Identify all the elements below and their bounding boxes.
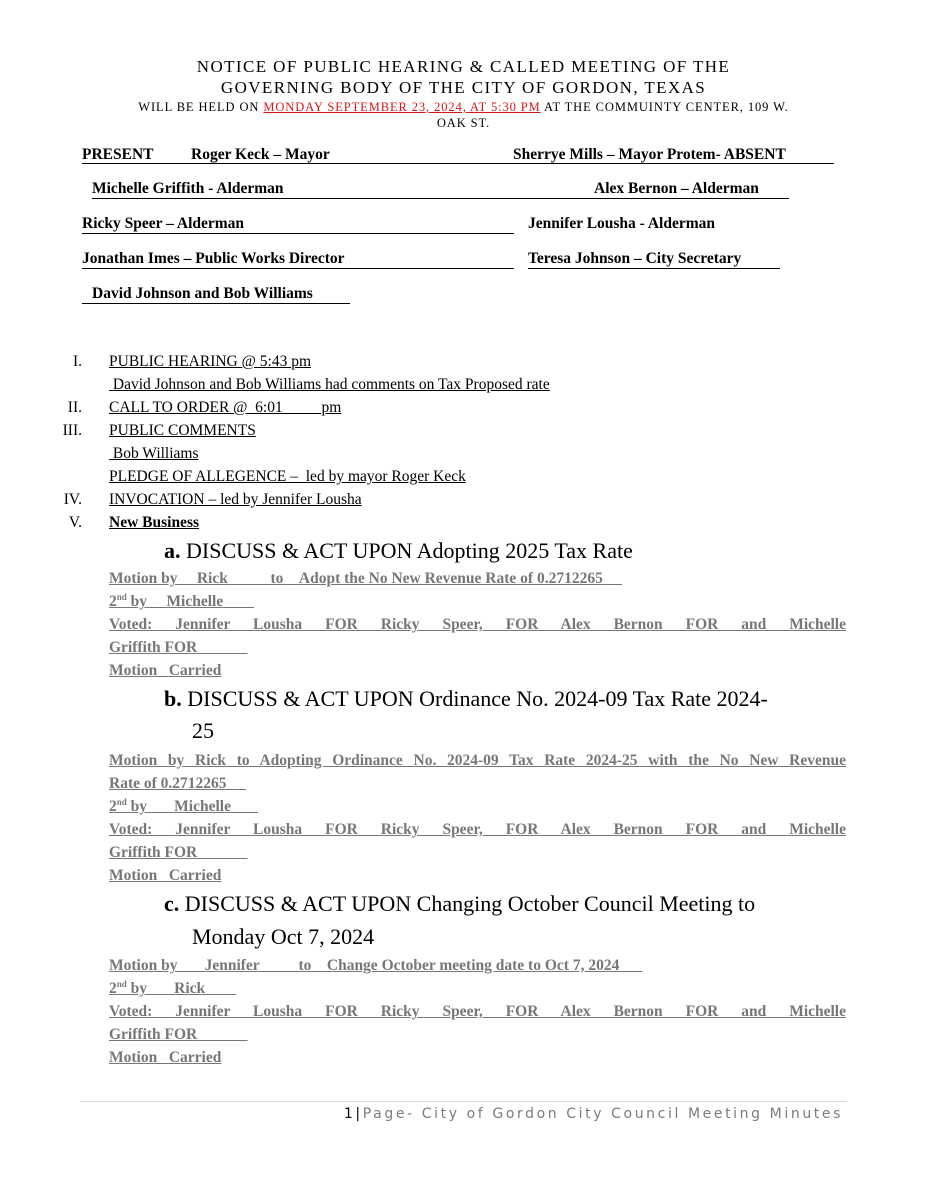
agenda-item-sub-text: David Johnson and Bob Williams had comments on Tax Proposed rate	[112, 376, 550, 393]
votes-cont-line	[109, 639, 248, 657]
notice-location-line2: OAK ST.	[436, 116, 491, 130]
second-by-name: Michelle	[166, 593, 224, 610]
motion-to-label: to	[298, 957, 312, 974]
item-number: I.	[72, 353, 82, 370]
notice-date-prefix: WILL BE HELD ON	[138, 100, 264, 114]
motion-result: Motion Carried	[109, 1049, 222, 1066]
votes-cont-text: Griffith FOR	[109, 844, 198, 861]
votes-text: Jennifer Lousha FOR Ricky Speer, FOR Alex Bernon FOR and Michelle	[175, 616, 846, 633]
agenda-item-sub	[109, 445, 199, 463]
motion-by-name: Rick	[196, 570, 228, 587]
notice-date-line	[0, 100, 927, 115]
attendee-left: Ricky Speer – Alderman	[82, 215, 245, 232]
second-num: 2	[109, 593, 117, 610]
second-line	[109, 798, 258, 816]
attendee-right: Sherrye Mills – Mayor Protem- ABSENT	[513, 146, 786, 163]
present-label: PRESENT	[82, 146, 154, 163]
attendee-right: Teresa Johnson – City Secretary	[528, 250, 742, 267]
votes-line	[109, 616, 846, 634]
motion-by-label: Motion by	[109, 957, 178, 974]
item-number: II.	[67, 399, 82, 416]
second-by-label: by	[130, 798, 148, 815]
footer-separator: |	[355, 1106, 363, 1122]
attendee-right: Alex Bernon – Alderman	[594, 180, 759, 197]
second-suffix: nd	[116, 591, 127, 602]
notice-title-line2: GOVERNING BODY OF THE CITY OF GORDON, TEXAS	[220, 78, 707, 97]
business-item-title-text: DISCUSS & ACT UPON Adopting 2025 Tax Rate	[186, 538, 633, 563]
second-by-name: Rick	[174, 980, 206, 997]
attendee-left: Michelle Griffith - Alderman	[92, 180, 284, 197]
business-item-title-text: DISCUSS & ACT UPON Ordinance No. 2024-09 Tax Rate 2024-	[187, 686, 768, 711]
agenda-item-invocation: INVOCATION – led by Jennifer Lousha	[109, 491, 362, 508]
motion-result: Motion Carried	[109, 867, 222, 884]
motion-to-label: to	[236, 752, 250, 769]
votes-text: Jennifer Lousha FOR Ricky Speer, FOR Alex Bernon FOR and Michelle	[175, 821, 846, 838]
agenda-item-sub-text: Bob Williams	[112, 445, 199, 462]
business-item-title-cont: Monday Oct 7, 2024	[192, 924, 375, 949]
page-number: 1	[343, 1106, 356, 1122]
votes-cont-line	[109, 844, 248, 862]
voted-label: Voted:	[109, 616, 153, 633]
business-item-title-cont: 25	[192, 718, 214, 743]
agenda-item-public-comments: PUBLIC COMMENTS	[109, 422, 256, 439]
agenda-item-public-hearing: PUBLIC HEARING @ 5:43 pm	[109, 353, 311, 370]
business-item-letter: c.	[164, 891, 180, 916]
votes-cont-text: Griffith FOR	[109, 639, 198, 656]
motion-line	[109, 957, 643, 975]
motion-result: Motion Carried	[109, 662, 222, 679]
voted-label: Voted:	[109, 1003, 153, 1020]
votes-cont-text: Griffith FOR	[109, 1026, 198, 1043]
votes-text: Jennifer Lousha FOR Ricky Speer, FOR Alex Bernon FOR and Michelle	[175, 1003, 846, 1020]
item-number: IV.	[63, 491, 82, 508]
motion-text: Change October meeting date to Oct 7, 2024	[326, 957, 620, 974]
motion-to-label: to	[270, 570, 284, 587]
footer-text: Page- City of Gordon City Council Meeting Minutes	[362, 1106, 843, 1122]
notice-location: AT THE COMMUINTY CENTER, 109 W.	[540, 100, 789, 114]
business-item-title-text: DISCUSS & ACT UPON Changing October Council Meeting to	[184, 891, 756, 916]
motion-line	[109, 752, 846, 770]
votes-line	[109, 821, 846, 839]
page-footer	[344, 1106, 843, 1122]
footer-rule	[80, 1101, 847, 1102]
business-item-letter: a.	[164, 538, 181, 563]
motion-line	[109, 570, 622, 588]
attendee-left: Roger Keck – Mayor	[191, 146, 330, 163]
second-num: 2	[109, 798, 117, 815]
second-suffix: nd	[116, 796, 127, 807]
motion-text-cont: Rate of 0.2712265	[109, 775, 227, 792]
votes-line	[109, 1003, 846, 1021]
attendee-right: Jennifer Lousha - Alderman	[528, 215, 716, 232]
second-by-name: Michelle	[174, 798, 231, 815]
second-line	[109, 593, 254, 611]
second-by-label: by	[130, 980, 148, 997]
second-suffix: nd	[116, 978, 127, 989]
second-num: 2	[109, 980, 117, 997]
business-item-title	[164, 891, 755, 917]
motion-by-label: Motion by	[109, 570, 178, 587]
attendee-left: David Johnson and Bob Williams	[92, 285, 313, 302]
votes-cont-line	[109, 1026, 248, 1044]
meeting-date: MONDAY SEPTEMBER 23, 2024, AT 5:30 PM	[263, 100, 541, 114]
motion-text: Adopting Ordinance No. 2024-09 Tax Rate 2024-25 with the No New Revenue	[259, 752, 847, 769]
business-item-title	[164, 686, 768, 712]
second-by-label: by	[130, 593, 148, 610]
item-number: V.	[68, 514, 82, 531]
motion-line-cont	[109, 775, 246, 793]
motion-by-name: Jennifer	[204, 957, 260, 974]
agenda-item-pledge: PLEDGE OF ALLEGENCE – led by mayor Roger Keck	[109, 468, 466, 485]
agenda-item-sub	[109, 376, 550, 394]
attendee-left: Jonathan Imes – Public Works Director	[82, 250, 345, 267]
notice-title-line1: NOTICE OF PUBLIC HEARING & CALLED MEETING OF THE	[196, 57, 731, 76]
item-number: III.	[62, 422, 82, 439]
voted-label: Voted:	[109, 821, 153, 838]
agenda-item-call-to-order: CALL TO ORDER @ 6:01 pm	[109, 399, 342, 416]
second-line	[109, 980, 236, 998]
agenda-item-new-business: New Business	[109, 514, 200, 531]
motion-by-label: Motion by	[109, 752, 185, 769]
motion-by-name: Rick	[195, 752, 226, 769]
business-item-letter: b.	[164, 686, 182, 711]
business-item-title	[164, 538, 633, 564]
motion-text: Adopt the No New Revenue Rate of 0.2712265	[298, 570, 603, 587]
